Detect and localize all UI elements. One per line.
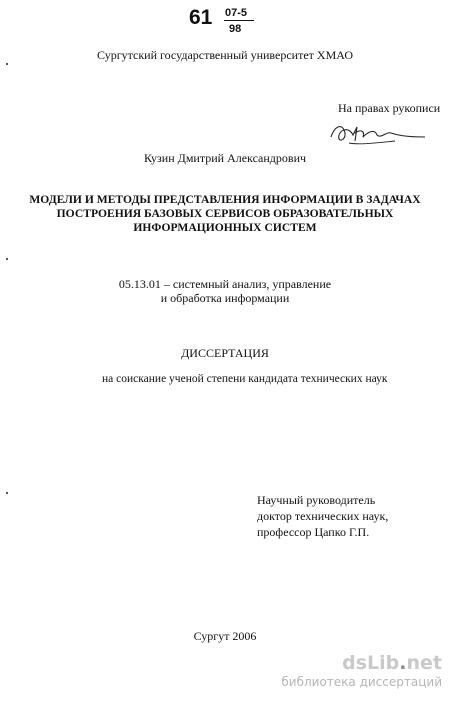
title-line: ИНФОРМАЦИОННЫХ СИСТЕМ <box>133 221 317 234</box>
watermark-logo <box>281 652 442 674</box>
university-name: Сургутский государственный университет ХМАО <box>96 48 353 62</box>
author-name: Кузин Дмитрий Александрович <box>143 151 307 165</box>
manuscript-rights: На правах рукописи <box>338 101 441 115</box>
specialty-line: и обработка информации <box>160 291 290 305</box>
dissertation-title <box>0 193 450 235</box>
place-and-year: Сургут 2006 <box>193 629 257 643</box>
document-type: ДИССЕРТАЦИЯ <box>181 346 269 360</box>
advisor-line: Научный руководитель <box>257 493 376 507</box>
scan-mark <box>6 492 8 494</box>
watermark-logo-left: dsLib <box>342 652 400 674</box>
degree-statement: на соискание ученой степени кандидата технических наук <box>102 373 388 385</box>
shelf-mark-main: 61 <box>189 6 213 29</box>
title-line: ПОСТРОЕНИЯ БАЗОВЫХ СЕРВИСОВ ОБРАЗОВАТЕЛЬНЫХ <box>56 207 394 220</box>
handwritten-signature <box>325 115 435 151</box>
shelf-mark-bottom: 98 <box>229 23 242 35</box>
scan-mark <box>6 258 8 260</box>
specialty <box>0 277 450 305</box>
shelf-mark <box>189 6 269 38</box>
scan-mark <box>6 63 8 65</box>
watermark-subtitle: библиотека диссертаций <box>281 675 442 689</box>
watermark-logo-dot: . <box>399 652 407 674</box>
watermark <box>281 652 442 690</box>
watermark-logo-right: net <box>406 652 442 674</box>
specialty-line: 05.13.01 – системный анализ, управление <box>118 277 332 291</box>
shelf-mark-top: 07-5 <box>225 7 248 19</box>
scientific-advisor <box>257 492 388 540</box>
advisor-line: профессор Цапко Г.П. <box>257 525 370 539</box>
shelf-mark-divider <box>224 20 254 21</box>
advisor-line: доктор технических наук, <box>257 509 389 523</box>
title-line: МОДЕЛИ И МЕТОДЫ ПРЕДСТАВЛЕНИЯ ИНФОРМАЦИИ В ЗАДАЧАХ <box>29 193 421 206</box>
